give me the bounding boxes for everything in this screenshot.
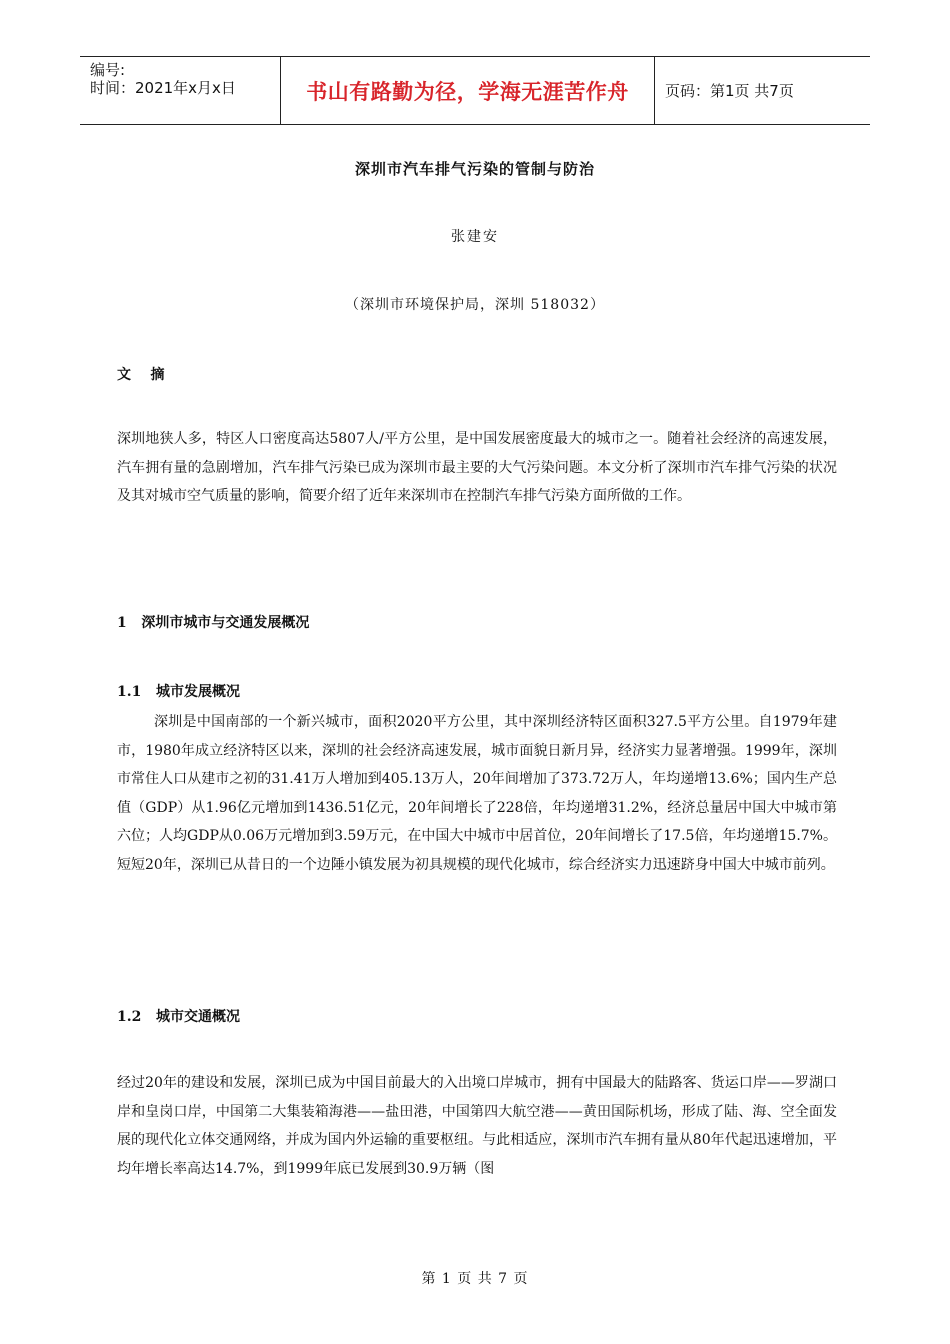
section-1-1-text: 深圳是中国南部的一个新兴城市，面积2020平方公里，其中深圳经济特区面积327.5平方公里。自1979年建市，1980年成立经济特区以来，深圳的社会经济高速发展，城市面貌日新月异，经济实力显著增强。1999年，深圳市常住人口从建市之初的31.41万人增加到405.13万人，20年间增加了373.72万人，年均递增13.6%；国内生产总值（GDP）从1.96亿元增加到1436.51亿元，20年间增长了228倍，年均递增31.2%，经济总量居中国大中城市第六位；人均GDP从0.06万元增加到3.59万元，在中国大中城市中居首位，20年间增长了17.5倍，年均递增15.7%。短短20年，深圳已从昔日的一个边陲小镇发展为初具规模的现代化城市，综合经济实力迅速跻身中国大中城市前列。 [117, 714, 837, 873]
article-title: 深圳市汽车排气污染的管制与防治 [354, 160, 595, 178]
article-author: 张建安 [451, 229, 499, 245]
article-affiliation: （深圳市环境保护局，深圳 518032） [345, 297, 605, 313]
abstract-paragraph [117, 425, 837, 511]
page-header [80, 56, 870, 125]
section-1-2-paragraph [117, 1069, 837, 1183]
section-1-2-heading: 1.2 城市交通概况 [117, 1009, 240, 1025]
abstract-heading: 文 摘 [117, 367, 165, 383]
section-1-1-paragraph [117, 708, 837, 879]
serial-number-label: 编号: [90, 61, 126, 79]
time-label: 时间：2021年x月x日 [90, 79, 236, 97]
header-motto: 书山有路勤为径，学海无涯苦作舟 [281, 57, 655, 124]
section-1-heading: 1 深圳市城市与交通发展概况 [117, 615, 310, 631]
abstract-text: 深圳地狭人多，特区人口密度高达5807人/平方公里，是中国发展密度最大的城市之一。随着社会经济的高速发展，汽车拥有量的急剧增加，汽车排气污染已成为深圳市最主要的大气污染问题。本文分析了深圳市汽车排气污染的状况及其对城市空气质量的影响，简要介绍了近年来深圳市在控制汽车排气污染方面所做的工作。 [117, 431, 837, 504]
header-page-info: 页码：第1页 共7页 [665, 82, 794, 100]
section-1-2-text: 经过20年的建设和发展，深圳已成为中国目前最大的入出境口岸城市，拥有中国最大的陆路客、货运口岸——罗湖口岸和皇岗口岸，中国第二大集装箱海港——盐田港，中国第四大航空港——黄田国际机场，形成了陆、海、空全面发展的现代化立体交通网络，并成为国内外运输的重要枢纽。与此相适应，深圳市汽车拥有量从80年代起迅速增加，平均年增长率高达14.7%，到1999年底已发展到30.9万辆（图 [117, 1075, 837, 1177]
header-meta [80, 57, 281, 124]
section-1-1-heading: 1.1 城市发展概况 [117, 684, 240, 700]
page-footer: 第 1 页 共 7 页 [421, 1271, 529, 1287]
